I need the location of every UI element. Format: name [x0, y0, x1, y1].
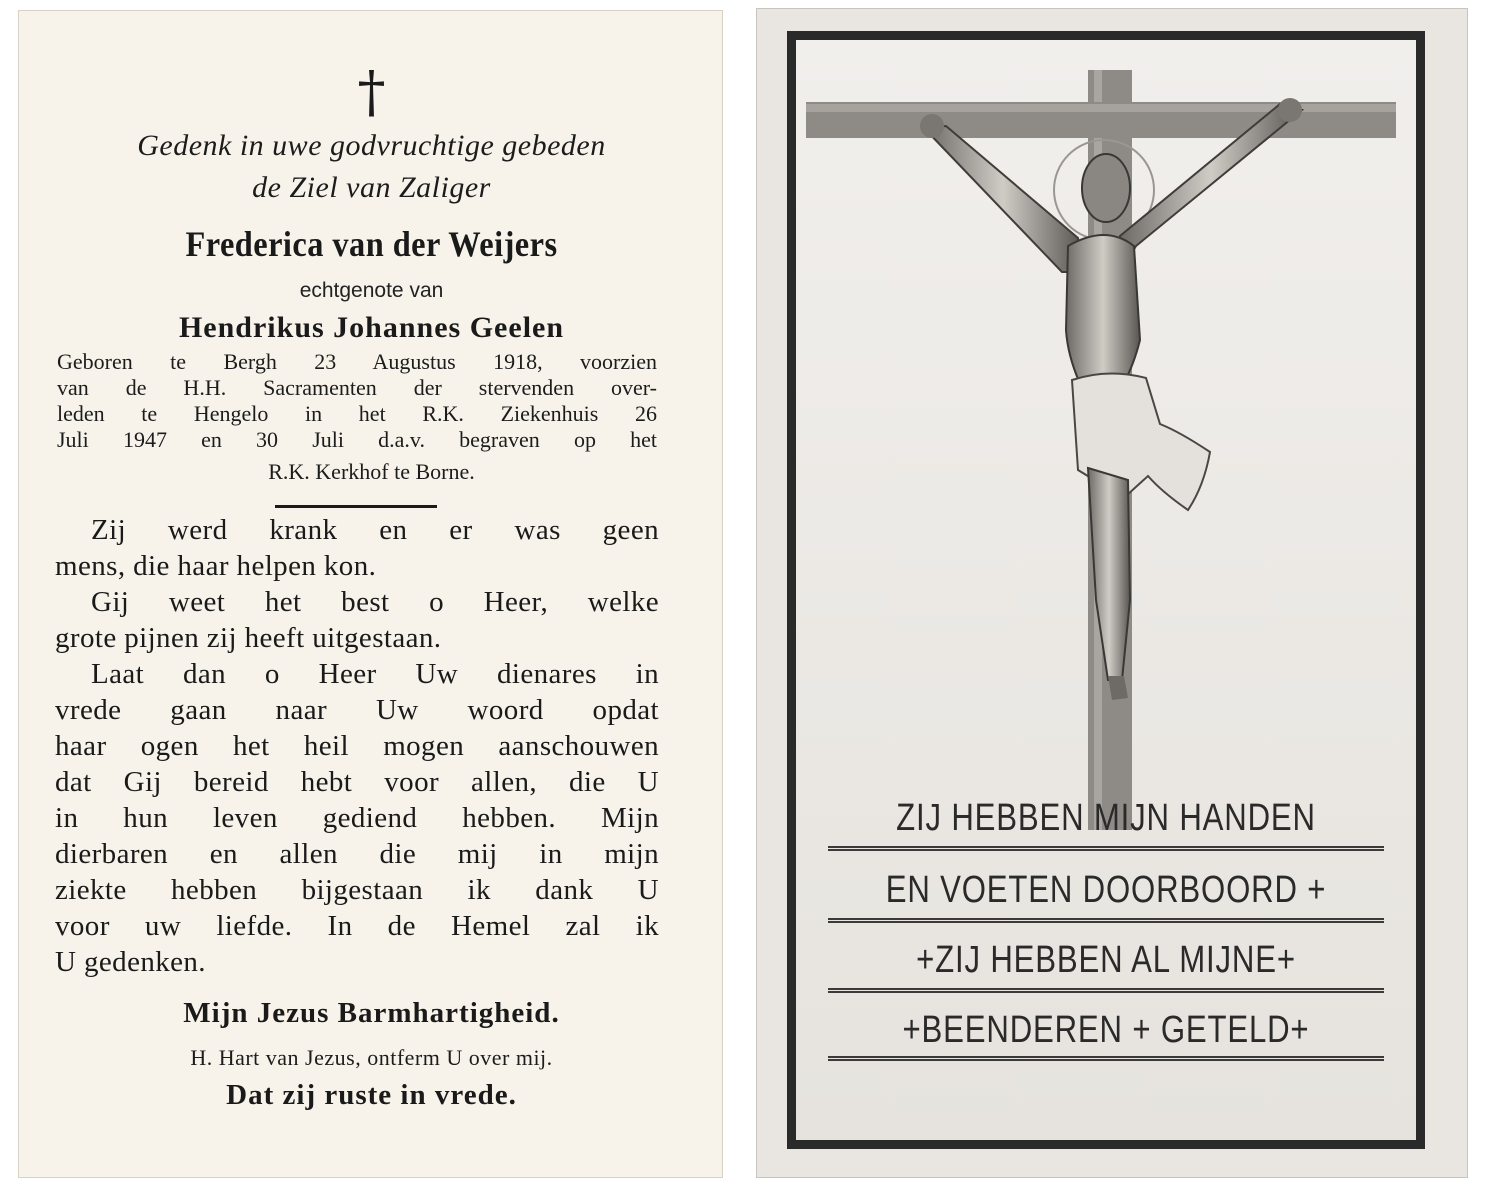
inscription-rule-2: [828, 918, 1384, 923]
verse-line-12: voor uw liefde. In de Hemel zal ik: [55, 910, 659, 942]
head: [1082, 154, 1130, 222]
spouse-label: echtgenote van: [299, 279, 444, 302]
bio-line-2: van de H.H. Sacramenten der stervenden over-: [57, 375, 657, 400]
inscription-line-2: EN VOETEN DOORBOORD +: [885, 869, 1327, 911]
verse-line-13: U gedenken.: [55, 946, 206, 978]
inscription-line-3: +ZIJ HEBBEN AL MIJNE+: [916, 939, 1296, 981]
verse-line-1: Zij werd krank en er was geen: [91, 514, 659, 546]
prayer-sacred-heart: H. Hart van Jezus, ontferm U over mij.: [190, 1045, 553, 1070]
bio-line-4: Juli 1947 en 30 Juli d.a.v. begraven op het: [57, 427, 657, 452]
crucifix-image-card: [756, 8, 1468, 1178]
verse-line-5: Laat dan o Heer Uw dienares in: [91, 658, 659, 690]
inscription-rule-1: [828, 846, 1384, 851]
verse-line-8: dat Gij bereid hebt voor allen, die U: [55, 766, 659, 798]
image-frame: [787, 31, 1425, 1149]
prayer-jesus-mercy: Mijn Jezus Barmhartigheid.: [183, 997, 560, 1029]
verse-line-11: ziekte hebben bijgestaan ik dank U: [55, 874, 659, 906]
spouse-name: Hendrikus Johannes Geelen: [178, 311, 565, 344]
bio-line-1: Geboren te Bergh 23 Augustus 1918, voorzien: [57, 349, 657, 374]
verse-line-3: Gij weet het best o Heer, welke: [91, 586, 659, 618]
intro-line-2: de Ziel van Zaliger: [252, 171, 491, 204]
verse-line-4: grote pijnen zij heeft uitgestaan.: [55, 622, 442, 654]
intro-line-1: Gedenk in uwe godvruchtige gebeden: [137, 129, 606, 162]
verse-line-9: in hun leven gediend hebben. Mijn: [55, 802, 659, 834]
inscription-rule-3: [828, 988, 1384, 993]
verse-line-7: haar ogen het heil mogen aanschouwen: [55, 730, 659, 762]
verse-line-6: vrede gaan naar Uw woord opdat: [55, 694, 659, 726]
deceased-name: Frederica van der Weijers: [185, 224, 558, 264]
inscription-line-1: ZIJ HEBBEN MIJN HANDEN: [896, 797, 1316, 839]
inscription-line-4: +BEENDEREN + GETELD+: [902, 1009, 1310, 1051]
verse-line-2: mens, die haar helpen kon.: [55, 550, 377, 582]
divider: [275, 505, 437, 508]
bio-line-3: leden te Hengelo in het R.K. Ziekenhuis 26: [57, 401, 657, 426]
inscription-rule-4: [828, 1056, 1384, 1061]
verse-line-10: dierbaren en allen die mij in mijn: [55, 838, 659, 870]
cross-icon: †: [357, 60, 386, 125]
memorial-text-card: [18, 10, 723, 1178]
bio-line-5: R.K. Kerkhof te Borne.: [268, 459, 475, 484]
torso: [1066, 235, 1140, 392]
prayer-rest-in-peace: Dat zij ruste in vrede.: [226, 1079, 517, 1111]
